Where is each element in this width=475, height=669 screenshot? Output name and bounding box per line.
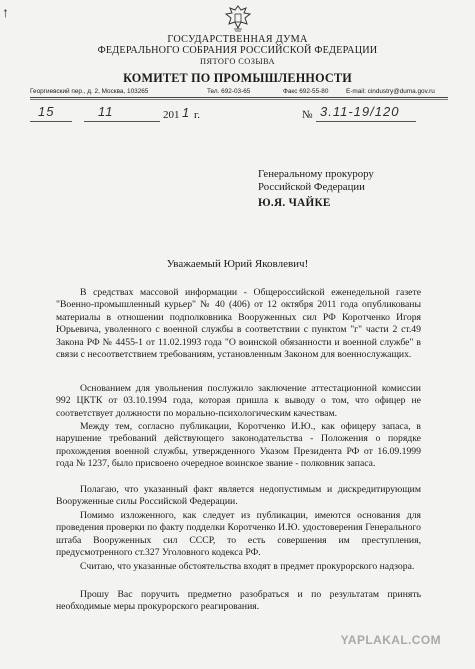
header-rule (30, 97, 448, 98)
header-rule-thin (30, 99, 448, 100)
date-month-blank (84, 121, 160, 122)
number-sign: № (302, 109, 313, 121)
date-year-suffix: 1 (182, 105, 191, 120)
salutation: Уважаемый Юрий Яковлевич! (166, 258, 309, 270)
outgoing-number: 3.11-19/120 (320, 104, 400, 119)
letterhead-phone: Тел. 692-03-65 (207, 88, 251, 95)
date-year-unit: г. (194, 109, 201, 121)
letterhead-committee: КОМИТЕТ ПО ПРОМЫШЛЕННОСТИ (123, 71, 352, 85)
paragraph-inadmissible: Полагаю, что указанный факт является недопустимым и дискредитирующим Вооруженные силы Российской Федерации. (56, 484, 421, 508)
addressee-name: Ю.Я. ЧАЙКЕ (258, 197, 331, 209)
paragraph-request: Прошу Вас поручить предметно разобраться и по результатам принять необходимые меры прокурорского реагирования. (56, 589, 421, 613)
coat-of-arms-emblem (224, 4, 252, 34)
paragraph-violation: Между тем, согласно публикации, Коротченко И.Ю., как офицеру запаса, в нарушение требований действующего законодательства - Положения о порядке прохождения военной службы, утвержденного Указом Президента РФ от 16.09.1999 года № 1237, было присвоено очередное воинское звание - полковник запаса. (56, 421, 421, 470)
letterhead-duma: ГОСУДАРСТВЕННАЯ ДУМА (167, 34, 308, 45)
addressee-country: Российской Федерации (258, 181, 365, 193)
letterhead-fax: Факс 692-55-80 (283, 88, 329, 95)
watermark: YAPLAKAL.COM (340, 633, 441, 647)
date-month: 11 (98, 104, 114, 119)
paragraph-grounds: Основанием для увольнения послужило заключение аттестационной комиссии 992 ЦКТК от 03.10.1994 года, которая пришла к выводу о том, что офицер не соответствует должности по морально-психологическим качествам. (56, 383, 421, 419)
letterhead-email: E-mail: cindustry@duma.gov.ru (346, 88, 435, 95)
number-blank (316, 121, 416, 122)
addressee-title: Генеральному прокурору (258, 168, 374, 180)
date-year-prefix: 201 (163, 109, 180, 121)
letterhead-convocation: ПЯТОГО СОЗЫВА (200, 57, 275, 66)
date-day-blank (30, 121, 72, 122)
paragraph-supervision: Считаю, что указанные обстоятельства входят в предмет прокурорского надзора. (80, 561, 415, 572)
date-day: 15 (38, 104, 55, 119)
paragraph-publication: В средствах массовой информации - Общероссийской еженедельной газете "Военно-промышленный курьер" № 40 (406) от 12 октября 2011 года опубликованы материалы в отношении подполковника Вооруженных сил РФ Коротченко Игоря Юрьевича, уволенного с военной службы в соответствии с пунктом "г" части 2 ст.49 Закона РФ № 4455-1 от 11.02.1993 года "О воинской обязанности и военной службе" в связи с несоответствием требованиям, установленным Законом для военнослужащих. (56, 287, 421, 361)
margin-mark: ↑ (2, 6, 9, 21)
letterhead-address: Георгиевский пер., д. 2, Москва, 103265 (30, 88, 149, 95)
letterhead-assembly: ФЕДЕРАЛЬНОГО СОБРАНИЯ РОССИЙСКОЙ ФЕДЕРАЦИИ (97, 45, 378, 56)
paragraph-forgery: Помимо изложенного, как следует из публикации, имеются основания для проведения проверки по факту подделки Коротченко И.Ю. удостоверения Генерального штаба Вооруженных сил СССР, то есть совершения им преступления, предусмотренного ст.327 Уголовного кодекса РФ. (56, 510, 421, 559)
